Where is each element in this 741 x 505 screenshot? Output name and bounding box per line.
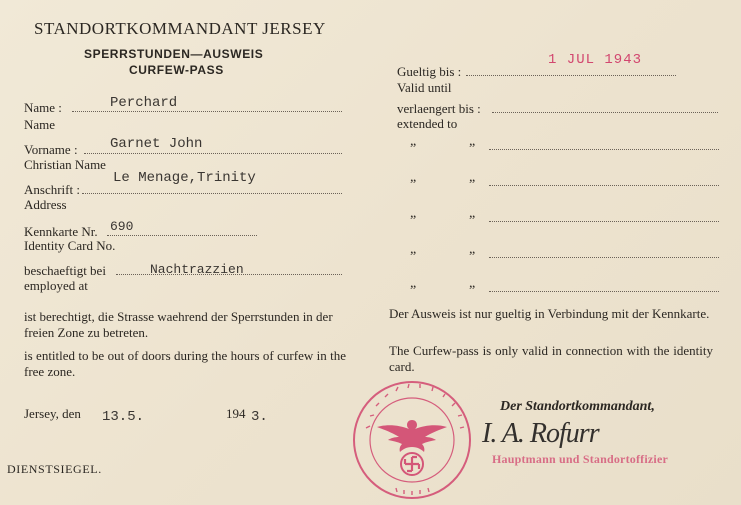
subtitle-german: SPERRSTUNDEN—AUSWEIS (84, 47, 264, 61)
beschaeftigt-label-en: employed at (24, 278, 88, 293)
subtitle-english: CURFEW-PASS (129, 63, 224, 77)
date-value: 13.5. (102, 409, 145, 425)
extension-dotted-line (489, 291, 719, 292)
name-label: Name : (24, 100, 62, 115)
year-suffix: 3. (251, 409, 268, 425)
vorname-value: Garnet John (110, 136, 203, 152)
ditto-mark: „ (469, 242, 477, 257)
vorname-dotted-line (84, 153, 342, 154)
jersey-den-label: Jersey, den (24, 406, 81, 421)
ditto-mark: „ (410, 134, 418, 149)
official-seal-stamp (346, 376, 478, 504)
extension-dotted-line (489, 257, 719, 258)
kennkarte-value: 690 (110, 219, 134, 234)
ditto-mark: „ (410, 206, 418, 221)
gueltig-dotted-line (466, 75, 676, 76)
kennkarte-dotted-line (107, 235, 257, 236)
ditto-mark: „ (469, 134, 477, 149)
name-value: Perchard (110, 95, 178, 111)
beschaeftigt-label: beschaeftigt bei (24, 263, 106, 278)
standortkommandant-title: Der Standortkommandant, (500, 399, 655, 414)
verlaengert-label: verlaengert bis : (397, 101, 481, 116)
year-prefix: 194 (226, 406, 246, 421)
verlaengert-dotted-line (492, 112, 718, 113)
extension-dotted-line (489, 149, 719, 150)
ditto-mark: „ (469, 276, 477, 291)
nur-gueltig-text: Der Ausweis ist nur gueltig in Verbindung mit der Kennkarte. (389, 306, 710, 321)
extended-to-label: extended to (397, 116, 458, 131)
vorname-label: Vorname : (24, 142, 78, 157)
extension-dotted-line (489, 185, 719, 186)
kennkarte-label: Kennkarte Nr. (24, 224, 98, 239)
gueltig-date-stamp: 1 JUL 1943 (548, 52, 643, 68)
anschrift-dotted-line (82, 193, 342, 194)
extension-dotted-line (489, 221, 719, 222)
anschrift-value: Le Menage,Trinity (113, 170, 256, 186)
only-valid-text: The Curfew-pass is only valid in connection with the identity card. (389, 343, 713, 374)
anschrift-label-en: Address (24, 197, 67, 212)
rank-stamp: Hauptmann und Standortoffizier (492, 452, 669, 466)
anschrift-label: Anschrift : (24, 182, 80, 197)
ditto-mark: „ (469, 170, 477, 185)
document-title: STANDORTKOMMANDANT JERSEY (34, 19, 326, 38)
handwritten-signature: I. A. Rofurr (482, 418, 599, 449)
name-label-en: Name (24, 117, 56, 132)
kennkarte-label-en: Identity Card No. (24, 238, 116, 253)
name-dotted-line (72, 111, 342, 112)
ditto-mark: „ (410, 276, 418, 291)
ditto-mark: „ (469, 206, 477, 221)
ditto-mark: „ (410, 242, 418, 257)
berechtigt-text: ist berechtigt, die Strasse waehrend der Sperrstunden in der freien Zone zu betreten. (24, 309, 333, 340)
beschaeftigt-value: Nachtrazzien (150, 262, 244, 277)
entitled-text: is entitled to be out of doors during the hours of curfew in the free zone. (24, 348, 346, 379)
ditto-mark: „ (410, 170, 418, 185)
vorname-label-en: Christian Name (24, 157, 106, 172)
valid-until-label: Valid until (397, 80, 452, 95)
dienstsiegel-label: DIENSTSIEGEL. (7, 462, 102, 476)
gueltig-label: Gueltig bis : (397, 64, 462, 79)
